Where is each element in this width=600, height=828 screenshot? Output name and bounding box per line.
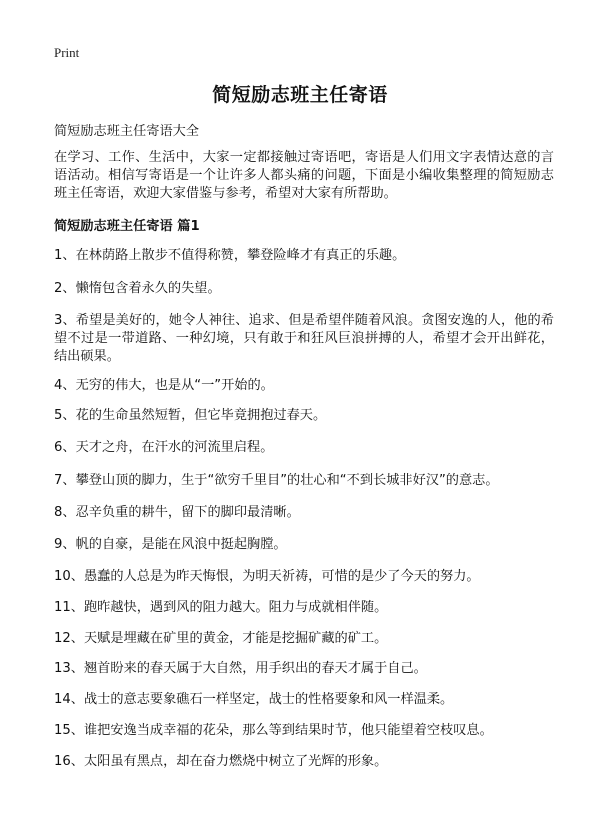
intro-paragraph: 在学习、工作、生活中，大家一定都接触过寄语吧，寄语是人们用文字表情达意的言语活动。相信写寄语是一个让许多人都头痛的问题，下面是小编收集整理的简短励志班主任寄语，欢迎大家借鉴与参考，希望对大家有所帮助。 <box>54 150 554 201</box>
quote-item: 16、太阳虽有黑点，却在奋力燃烧中树立了光辉的形象。 <box>54 754 388 769</box>
document-subtitle: 简短励志班主任寄语大全 <box>54 124 200 139</box>
quote-item: 15、谁把安逸当成幸福的花朵，那么等到结果时节，他只能望着空枝叹息。 <box>54 723 493 738</box>
quote-item: 6、天才之舟，在汗水的河流里启程。 <box>54 440 274 455</box>
quote-item: 8、忍辛负重的耕牛，留下的脚印最清晰。 <box>54 505 300 520</box>
quote-item: 9、帆的自豪，是能在风浪中挺起胸膛。 <box>54 537 287 552</box>
quote-item: 7、攀登山顶的脚力，生于“欲穷千里目”的壮心和“不到长城非好汉”的意志。 <box>54 473 499 488</box>
quote-item: 13、翘首盼来的春天属于大自然，用手织出的春天才属于自己。 <box>54 661 427 676</box>
quote-item: 5、花的生命虽然短暂，但它毕竟拥抱过春天。 <box>54 408 327 423</box>
quote-item: 1、在林荫路上散步不值得称赞，攀登险峰才有真正的乐趣。 <box>54 248 406 263</box>
print-link[interactable]: Print <box>54 45 80 60</box>
quote-item: 11、跑昨越快，遇到风的阻力越大。阻力与成就相伴随。 <box>54 600 388 615</box>
quote-item: 14、战士的意志要象礁石一样坚定，战士的性格要象和风一样温柔。 <box>54 692 454 707</box>
quote-item: 2、懒惰包含着永久的失望。 <box>54 281 221 296</box>
quote-item: 3、希望是美好的，她令人神往、追求、但是希望伴随着风浪。贪图安逸的人，他的希望不过是一带道路、一种幻境，只有敢于和狂风巨浪拼搏的人，希望才会开出鲜花，结出硕果。 <box>54 313 554 364</box>
quote-item: 10、愚蠢的人总是为昨天悔恨，为明天祈祷，可惜的是少了今天的努力。 <box>54 569 480 584</box>
quote-item: 12、天赋是埋藏在矿里的黄金，才能是挖掘矿藏的矿工。 <box>54 631 388 646</box>
section-heading: 简短励志班主任寄语 篇1 <box>54 219 200 234</box>
quote-item: 4、无穷的伟大，也是从“一”开始的。 <box>54 378 274 393</box>
document-title: 简短励志班主任寄语 <box>212 84 388 106</box>
